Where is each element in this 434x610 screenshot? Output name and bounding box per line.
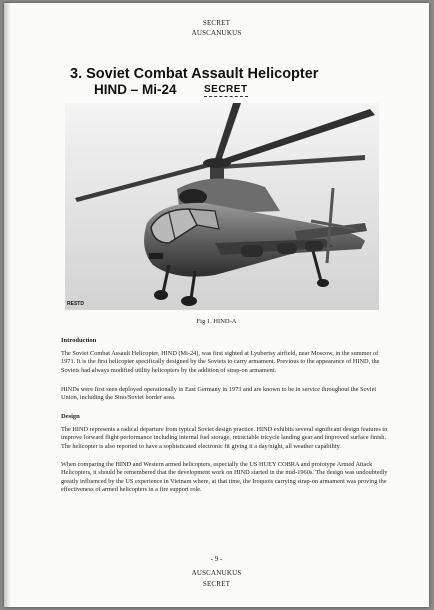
helicopter-illustration	[65, 103, 379, 310]
figure-caption: Fig 1. HIND-A	[196, 318, 237, 325]
helicopter-photo	[65, 103, 379, 310]
document-page	[4, 3, 429, 607]
header-caveat: AUSCANUKUS	[191, 29, 242, 37]
intro-paragraph-2: HINDs were first seen deployed operationally in East Germany in 1973 and are known to be in service throughout the Soviet Union, including the Sino/Soviet border area.	[61, 386, 377, 402]
header-classification: SECRET	[202, 19, 231, 27]
subtitle-classification: SECRET	[204, 84, 248, 95]
page-subtitle: HIND – Mi-24	[94, 82, 177, 97]
footer-caveat: AUSCANUKUS	[191, 569, 242, 577]
binding-shadow	[4, 3, 11, 607]
section-heading-design: Design	[61, 413, 80, 420]
page-number: - 9 -	[210, 555, 223, 563]
intro-paragraph-1: The Soviet Combat Assault Helicopter, HIND (Mi-24), was first sighted at Lyubertsy airfield, near Moscow, in the summer of 1971. It is the first helicopter specifically designed by the Soviets to carry armament. Previous to the appearance of HIND, the Soviets had always modified utility helicopters by the addition of strap-on armament.	[61, 350, 380, 374]
design-paragraph-2: When comparing the HIND and Western armed helicopters, especially the US HUEY COBRA and prototype Armed Attack Helicopters, it should be remembered that the development work on HIND started in the mid-1960s. The design was undoubtedly greatly influenced by the US experience in Vietnam where, at that time, the Iroquois carrying strap-on armament was proving the effectiveness of armed helicopters in a fire support role.	[61, 461, 388, 494]
photo-credit: RESTD	[67, 301, 84, 307]
section-heading-introduction: Introduction	[61, 337, 97, 344]
footer-classification: SECRET	[202, 580, 231, 588]
page-title: 3. Soviet Combat Assault Helicopter	[70, 66, 319, 82]
design-paragraph-1: The HIND represents a radical departure from typical Soviet design practice. HIND exhibits several significant design features to improve forward flight performance including internal fuel storage, retractable tricycle landing gear and improved surface finish. The helicopter is also reported to have a sophisticated electronic fit giving it a day/night, all weather capability.	[61, 426, 388, 450]
